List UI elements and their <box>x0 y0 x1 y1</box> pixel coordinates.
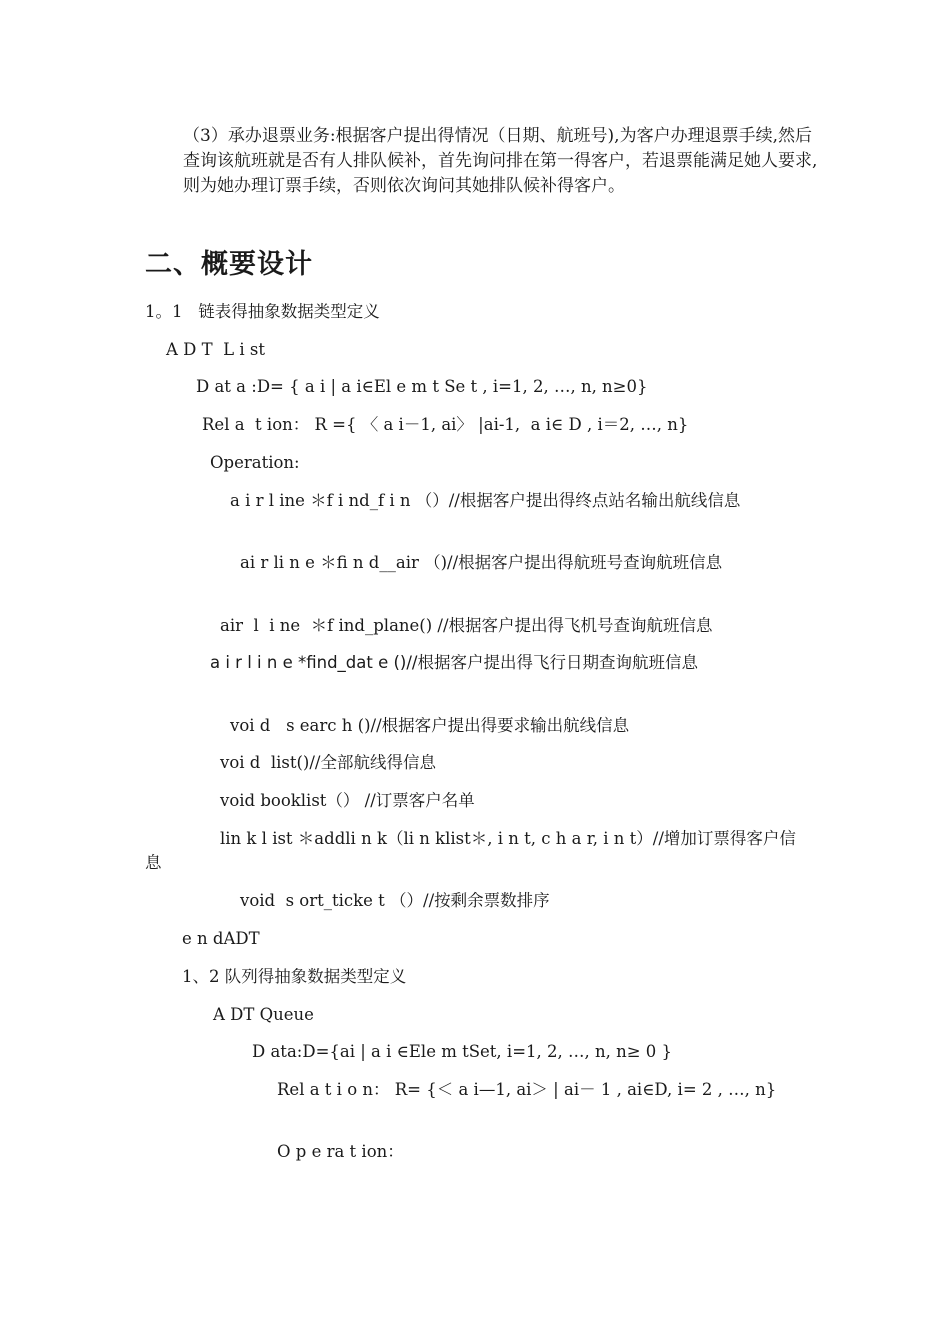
list-operation-booklist: void booklist（） //订票客户名单 <box>220 791 475 810</box>
queue-adt-relation-line: Rel a t i o n： R= {＜ a i—1, ai＞ | ai－ 1 , ai∈D, i= 2 , …, n} <box>277 1080 777 1099</box>
list-operation-find-fin: a i r l ine ＊f i nd_f i n （）//根据客户提出得终点站名输出航线信息 <box>230 491 741 510</box>
list-adt-name: A D T L i st <box>166 340 265 359</box>
queue-adt-subtitle: 1、2 队列得抽象数据类型定义 <box>182 967 407 986</box>
list-operation-find-plane: air l i ne ＊f ind_plane() //根据客户提出得飞机号查询航班信息 <box>220 616 713 635</box>
section-heading: 二、概要设计 <box>145 249 313 280</box>
queue-adt-data-line: D ata:D={ai | a i ∈Ele m tSet, i=1, 2, …, n, n≥ 0 } <box>252 1042 673 1061</box>
intro-paragraph: （3）承办退票业务:根据客户提出得情况（日期、航班号),为客户办理退票手续,然后查询该航班就是否有人排队候补，首先询问排在第一得客户，若退票能满足她人要求,则为她办理订票手续，否则依次询问其她排队候补得客户。 <box>183 126 818 196</box>
list-operation-find-date: a i r l i n e *find_dat e ()//根据客户提出得飞行日期查询航班信息 <box>210 653 698 672</box>
list-operation-sort-ticket: void s ort_ticke t （）//按剩余票数排序 <box>240 891 550 910</box>
list-operation-find-air: ai r li n e ＊fi n d__air （)//根据客户提出得航班号查询航班信息 <box>240 553 723 572</box>
list-adt-end-label: e n dADT <box>182 929 260 948</box>
list-operation-addlink: lin k l ist ＊addli n k（li n klist＊, i n t, c h a r, i n t）//增加订票得客户信息 <box>145 829 796 872</box>
list-adt-relation-line: Rel a t ion： R ={ 〈 a i－1, ai〉 |ai-1, a i∈ D , i＝2, …, n} <box>202 415 689 434</box>
list-operation-search: voi d s earc h ()//根据客户提出得要求输出航线信息 <box>230 716 630 735</box>
queue-adt-name: A DT Queue <box>213 1005 314 1024</box>
queue-adt-operation-label: O p e ra t ion： <box>277 1142 404 1161</box>
list-adt-data-line: D at a :D= { a i | a i∈El e m t Se t , i=1, 2, …, n, n≥0} <box>196 377 648 396</box>
list-adt-operation-label: Operation: <box>210 453 300 472</box>
list-adt-subtitle: 1。1 链表得抽象数据类型定义 <box>145 302 380 321</box>
list-operation-list: voi d list()//全部航线得信息 <box>220 753 436 772</box>
